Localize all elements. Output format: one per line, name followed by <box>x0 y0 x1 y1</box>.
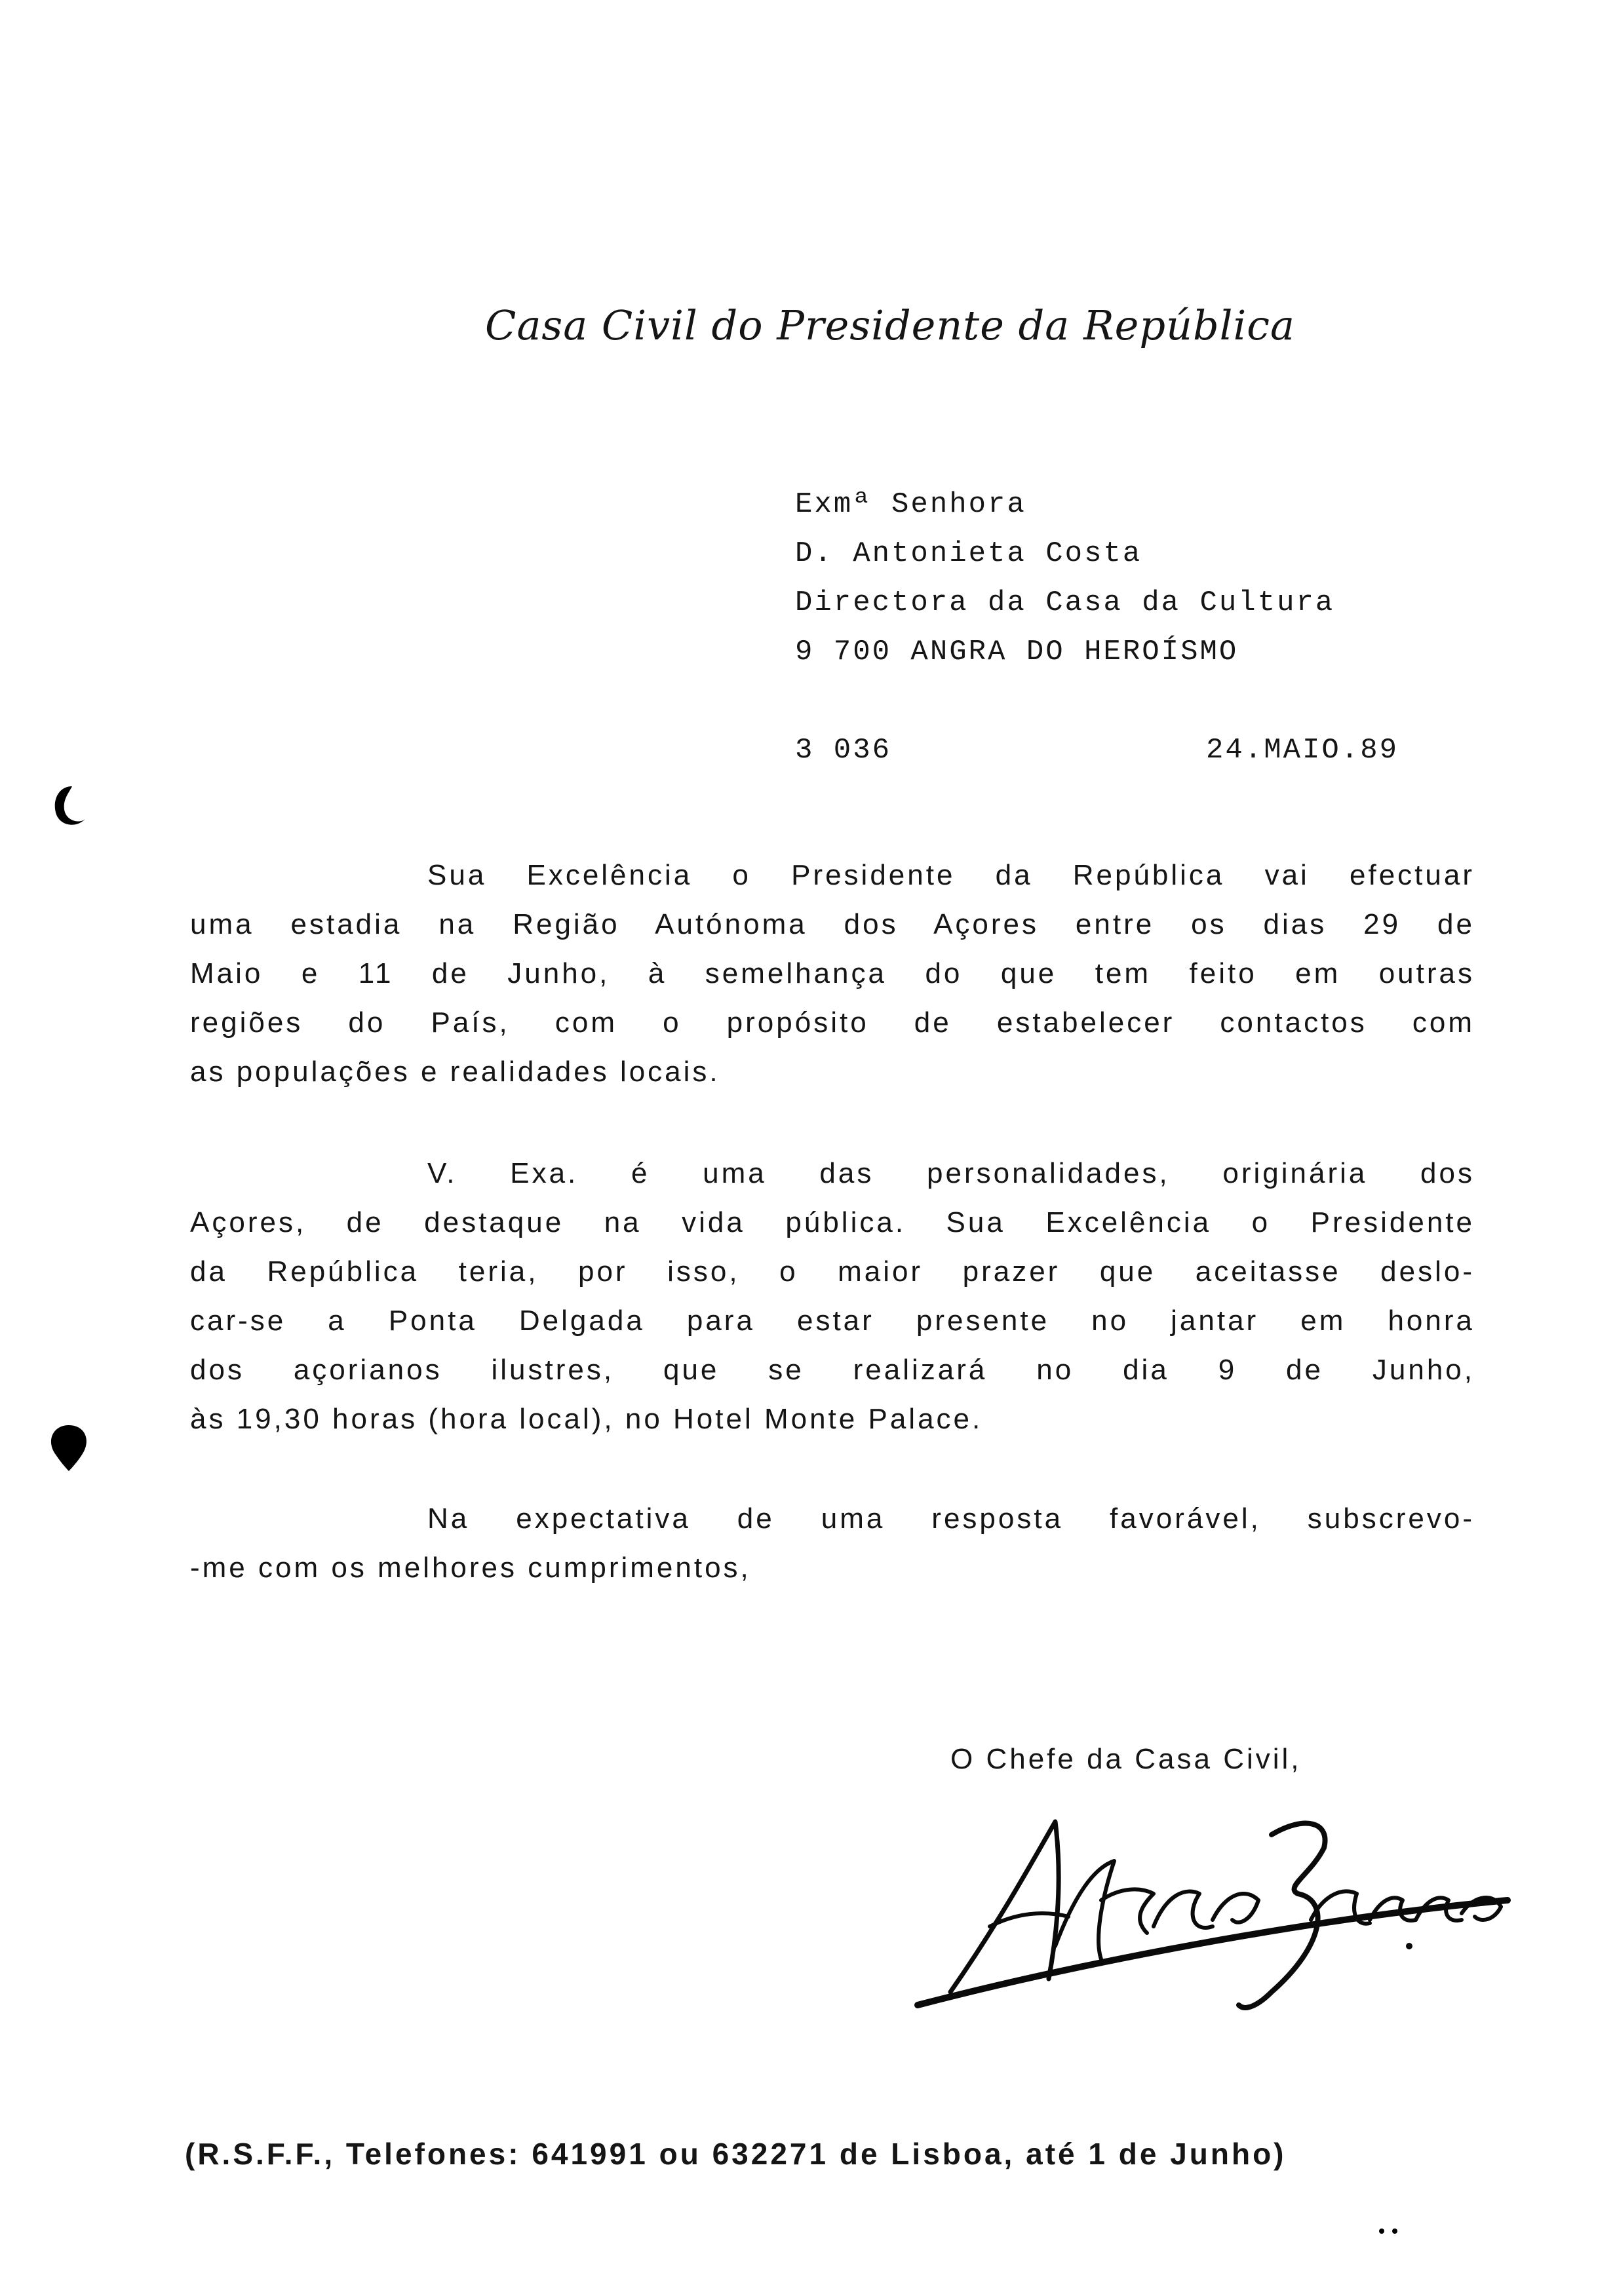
paragraph-3 <box>190 1494 1475 1592</box>
punch-hole-mark-top <box>46 780 98 839</box>
paragraph-line: às 19,30 horas (hora local), no Hotel Monte Palace. <box>190 1403 983 1435</box>
paragraph-line: regiões do País, com o propósito de estabelecer contactos com <box>190 1006 1475 1039</box>
recipient-name: D. Antonieta Costa <box>795 537 1142 570</box>
paragraph-1 <box>190 851 1475 1096</box>
recipient-salutation: Exmª Senhora <box>795 488 1026 521</box>
paragraph-line: dos açorianos ilustres, que se realizará no dia 9 de Junho, <box>190 1354 1475 1386</box>
letter-date: 24.MAIO.89 <box>1206 734 1399 767</box>
paragraph-line: Açores, de destaque na vida pública. Sua Excelência o Presidente <box>190 1206 1475 1238</box>
signature <box>905 1795 1521 2031</box>
paragraph-line: Maio e 11 de Junho, à semelhança do que tem feito em outras <box>190 957 1475 989</box>
paragraph-line: -me com os melhores cumprimentos, <box>190 1552 751 1584</box>
paragraph-line: da República teria, por isso, o maior prazer que aceitasse deslo- <box>190 1255 1475 1288</box>
reference-number: 3 036 <box>795 734 892 767</box>
paragraph-2 <box>190 1149 1475 1444</box>
recipient-city: 9 700 ANGRA DO HEROÍSMO <box>795 636 1239 668</box>
scan-dots <box>1376 2225 1403 2238</box>
paragraph-line: as populações e realidades locais. <box>190 1056 720 1088</box>
punch-hole-mark-bottom <box>39 1415 98 1481</box>
paragraph-line: Na expectativa de uma resposta favorável, subscrevo- <box>427 1502 1475 1535</box>
letterhead: Casa Civil do Presidente da República <box>485 301 1295 349</box>
paragraph-line: V. Exa. é uma das personalidades, originária dos <box>427 1157 1475 1189</box>
closing-title: O Chefe da Casa Civil, <box>950 1743 1302 1775</box>
paragraph-line: Sua Excelência o Presidente da República vai efectuar <box>427 859 1475 891</box>
paragraph-line: car-se a Ponta Delgada para estar presente no jantar em honra <box>190 1305 1475 1337</box>
footer-note: (R.S.F.F., Telefones: 641991 ou 632271 de Lisboa, até 1 de Junho) <box>185 2137 1287 2171</box>
recipient-title: Directora da Casa da Cultura <box>795 586 1335 619</box>
paragraph-line: uma estadia na Região Autónoma dos Açores entre os dias 29 de <box>190 908 1475 940</box>
